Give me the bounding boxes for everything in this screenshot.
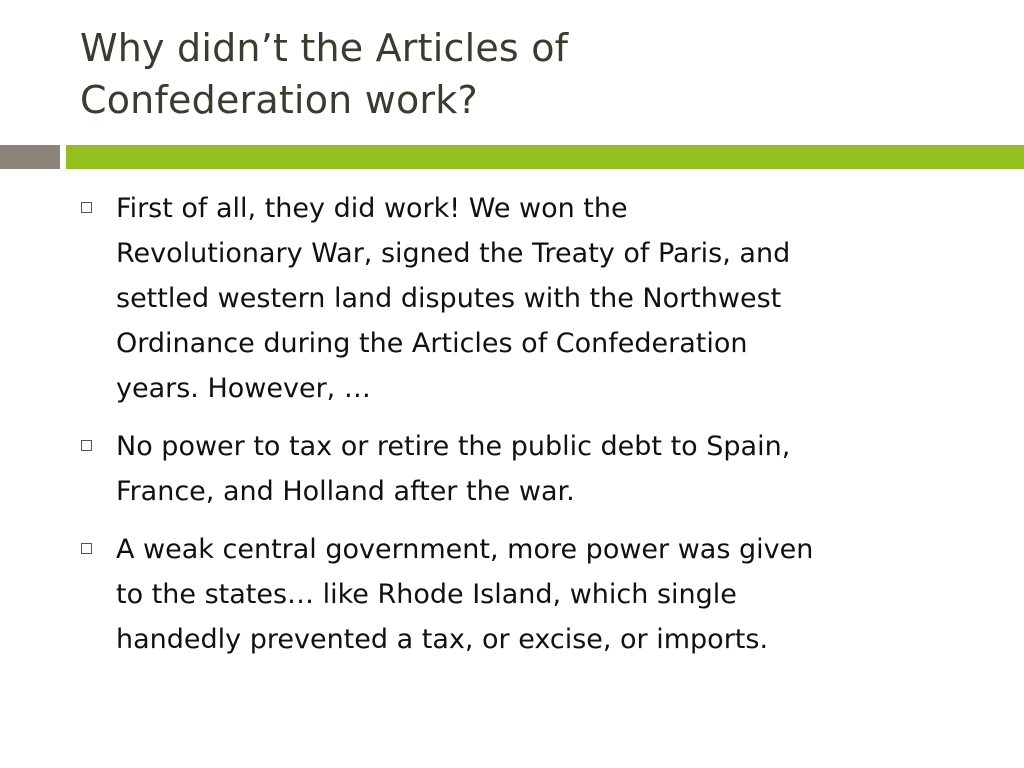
- bullet-text-line: France, and Holland after the war.: [116, 476, 575, 507]
- title-line-1: Why didn’t the Articles of: [80, 26, 569, 70]
- bullet-item: [80, 186, 980, 411]
- bullet-text-line: Ordinance during the Articles of Confederation: [116, 328, 748, 359]
- hollow-square-bullet-icon: [81, 543, 92, 554]
- slide-title: [80, 22, 980, 126]
- bullet-text-line: Revolutionary War, signed the Treaty of Paris, and: [116, 238, 791, 269]
- title-underline-green: [66, 145, 1024, 169]
- bullet-item: [80, 527, 980, 662]
- bullet-text-line: A weak central government, more power was given: [116, 534, 814, 565]
- hollow-square-bullet-icon: [81, 440, 92, 451]
- title-underline-gray: [0, 145, 60, 169]
- bullet-text-line: years. However, …: [116, 373, 371, 404]
- bullet-list: [80, 186, 980, 675]
- bullet-item: [80, 424, 980, 514]
- bullet-text-line: No power to tax or retire the public debt to Spain,: [116, 431, 791, 462]
- bullet-text-line: to the states… like Rhode Island, which single: [116, 579, 737, 610]
- bullet-text-line: First of all, they did work! We won the: [116, 193, 628, 224]
- title-line-2: Confederation work?: [80, 78, 478, 122]
- bullet-text-line: settled western land disputes with the Northwest: [116, 283, 782, 314]
- bullet-text-line: handedly prevented a tax, or excise, or imports.: [116, 624, 769, 655]
- hollow-square-bullet-icon: [81, 202, 92, 213]
